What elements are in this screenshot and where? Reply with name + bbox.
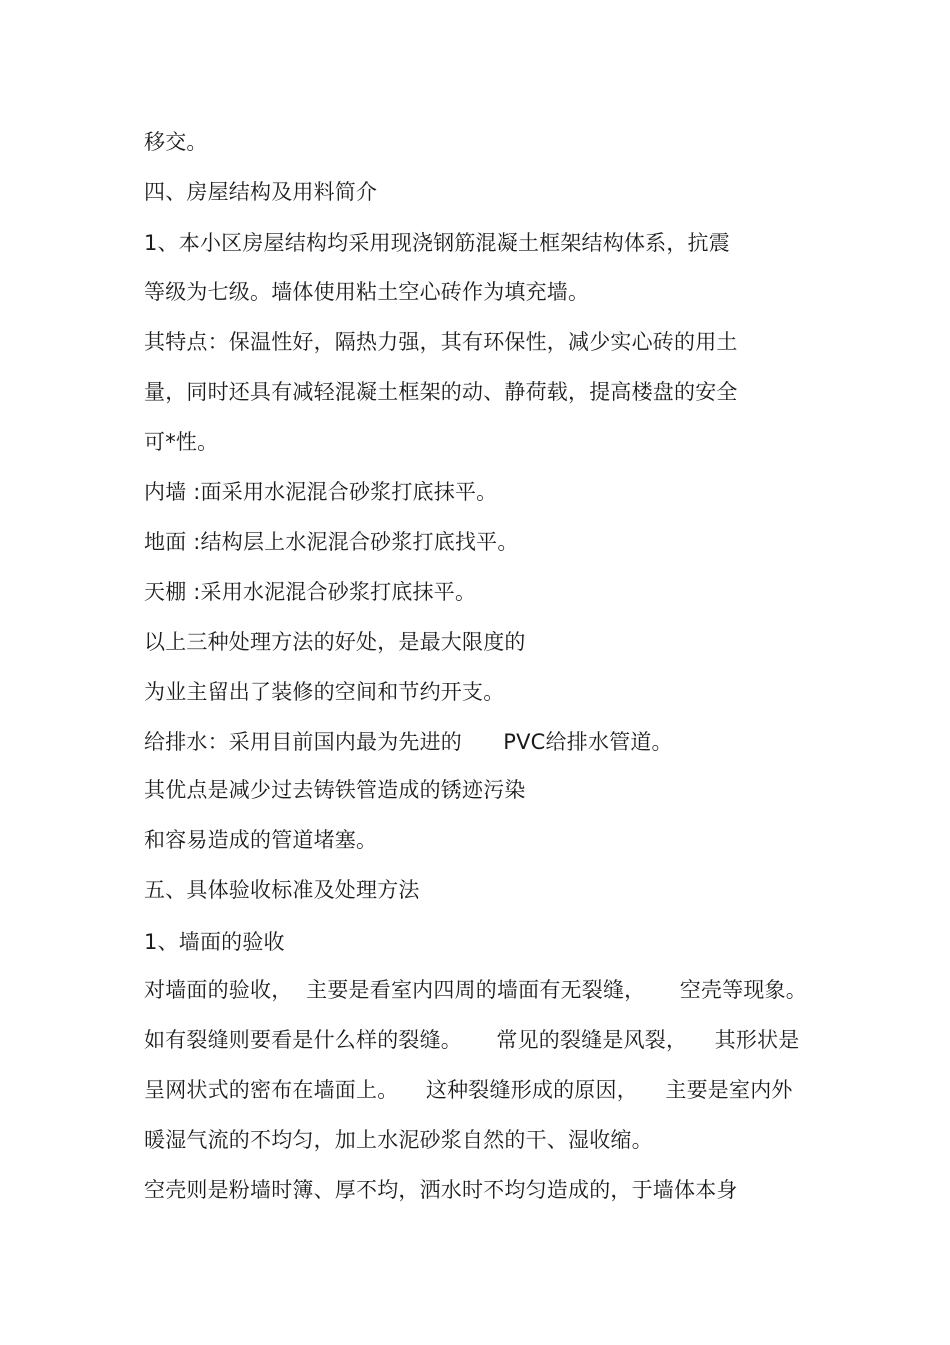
- text-line: 如有裂缝则要看是什么样的裂缝。 常见的裂缝是风裂， 其形状是: [144, 1028, 800, 1052]
- text-line: 和容易造成的管道堵塞。: [144, 828, 378, 852]
- text-line: 内墙 :面采用水泥混合砂浆打底抹平。: [144, 480, 498, 504]
- text-line: 地面 :结构层上水泥混合砂浆打底找平。: [144, 530, 519, 554]
- text-line: 为业主留出了装修的空间和节约开支。: [144, 680, 505, 704]
- text-line: 可*性。: [144, 430, 219, 454]
- section-heading: 五、具体验收标准及处理方法: [144, 878, 420, 902]
- text-line: 暖湿气流的不均匀，加上水泥砂浆自然的干、湿收缩。: [144, 1128, 653, 1152]
- text-line: 天棚 :采用水泥混合砂浆打底抹平。: [144, 580, 477, 604]
- text-line: 1、本小区房屋结构均采用现浇钢筋混凝土框架结构体系，抗震: [144, 231, 730, 255]
- text-line: 其特点：保温性好，隔热力强，其有环保性，减少实心砖的用土: [144, 330, 738, 354]
- text-line: 移交。: [144, 130, 208, 154]
- text-line: 量，同时还具有减轻混凝土框架的动、静荷载，提高楼盘的安全: [144, 380, 738, 404]
- text-line: 以上三种处理方法的好处，是最大限度的: [144, 630, 526, 654]
- text-line: 呈网状式的密布在墙面上。 这种裂缝形成的原因， 主要是室内外: [144, 1078, 793, 1102]
- subsection-heading: 1、墙面的验收: [144, 930, 285, 954]
- text-line: 空壳则是粉墙时簿、厚不均，洒水时不均匀造成的，于墙体本身: [144, 1178, 738, 1202]
- text-line: 等级为七级。墙体使用粘土空心砖作为填充墙。: [144, 280, 590, 304]
- text-line: 对墙面的验收， 主要是看室内四周的墙面有无裂缝， 空壳等现象。: [144, 978, 807, 1002]
- text-line: 其优点是减少过去铸铁管造成的锈迹污染: [144, 778, 526, 802]
- section-heading: 四、房屋结构及用料简介: [144, 180, 378, 204]
- text-line: 给排水：采用目前国内最为先进的 PVC给排水管道。: [144, 730, 673, 754]
